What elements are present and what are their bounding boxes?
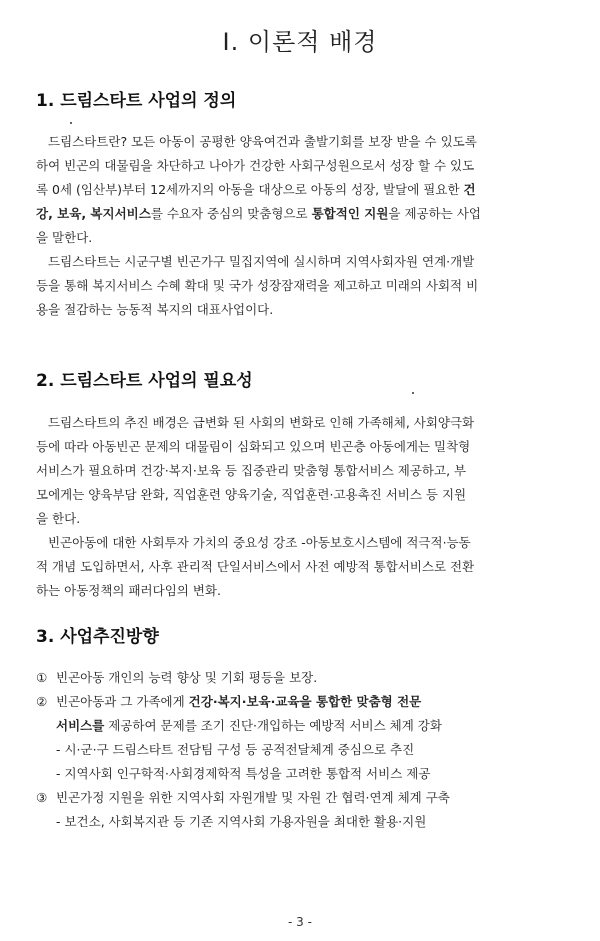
section-2-paragraph-2 [36,531,566,603]
text-line [36,178,566,202]
text-line: 드림스타트란? 모든 아동이 공평한 양육여건과 출발기회를 보장 받을 수 있도록 [48,134,477,149]
section-3-heading: 3. 사업추진방향 [36,627,159,647]
item-number: ① [36,670,48,685]
text-run: 빈곤아동과 그 가족에게 [56,694,189,709]
bold-text: 서비스를 [56,718,105,733]
page-number: - 3 - [288,915,312,929]
list-item [36,690,566,714]
text-run: 제공하여 문제를 조기 진단·개입하는 예방적 서비스 체계 강화 [104,718,442,733]
section-2-heading: 2. 드림스타트 사업의 필요성 [36,371,253,391]
sub-list-item: - 보건소, 사회복지관 등 기존 지역사회 가용자원을 최대한 활용·지원 [56,814,427,829]
scan-speck [70,122,72,124]
text-line: 을 말한다. [36,230,93,245]
text-line: 빈곤아동에 대한 사회투자 가치의 중요성 강조 -아동보호시스템에 적극적·능동 [48,535,471,550]
section-1-paragraph-2 [36,250,566,322]
text-line: 하여 빈곤의 대물림을 차단하고 나아가 건강한 사회구성원으로서 성장 할 수 있도 [36,158,475,173]
text-line: 드림스타트의 추진 배경은 급변화 된 사회의 변화로 인해 가족해체, 사회양극화 [48,415,475,430]
bold-text: 강, 보육, 복지서비스 [36,206,151,221]
list-item [36,786,566,810]
item-text [56,690,421,714]
sub-list-item: - 시·군·구 드림스타트 전담팀 구성 등 공적전달체계 중심으로 추진 [56,742,415,757]
item-text: 빈곤가정 지원을 위한 지역사회 자원개발 및 자원 간 협력·연계 체계 구축 [56,790,450,805]
bold-text: 건 [463,182,476,197]
section-2-paragraph-1 [36,411,566,531]
list-item [36,666,566,690]
item-number: ② [36,694,48,709]
bold-text: 통합적인 지원 [311,206,389,221]
sub-list-item: - 지역사회 인구학적·사회경제학적 특성을 고려한 통합적 서비스 제공 [56,766,431,781]
text-line: 용을 절감하는 능동적 복지의 대표사업이다. [36,302,274,317]
item-text: 빈곤아동 개인의 능력 향상 및 기회 평등을 보장. [56,670,318,685]
text-line: 등에 따라 아동빈곤 문제의 대물림이 심화되고 있으며 빈곤층 아동에게는 밀착형 [36,439,471,454]
section-1-paragraph-1 [36,130,566,250]
page-title: Ⅰ. 이론적 배경 [222,28,378,56]
text-run: 을 제공하는 사업 [388,206,481,221]
text-run: 를 수요자 중심의 맞춤형으로 [150,206,312,221]
text-line: 서비스가 필요하며 건강·복지·보육 등 집중관리 맞춤형 통합서비스 제공하고, 부 [36,463,467,478]
scan-speck [412,392,414,394]
text-run: 록 0세 (임산부)부터 12세까지의 아동을 대상으로 아동의 성장, 발달에 필요한 [36,182,464,197]
text-line: 을 한다. [36,511,81,526]
text-line: 등을 통해 복지서비스 수혜 확대 및 국가 성장잠재력을 제고하고 미래의 사회적 비 [36,278,479,293]
text-line: 모에게는 양육부담 완화, 직업훈련 양육기술, 직업훈련·고용촉진 서비스 등 지원 [36,487,467,502]
text-line: 하는 아동정책의 패러다임의 변화. [36,583,221,598]
list-item-continuation [36,714,566,738]
item-number: ③ [36,790,48,805]
text-line [36,202,566,226]
section-1-heading: 1. 드림스타트 사업의 정의 [36,91,237,111]
section-3-list [36,666,566,834]
bold-text: 건강·복지·보육·교육을 통합한 맞춤형 전문 [188,694,422,709]
text-line: 드림스타트는 시군구별 빈곤가구 밀집지역에 실시하며 지역사회자원 연계·개발 [48,254,475,269]
text-line: 적 개념 도입하면서, 사후 관리적 단일서비스에서 사전 예방적 통합서비스로 전환 [36,559,475,574]
